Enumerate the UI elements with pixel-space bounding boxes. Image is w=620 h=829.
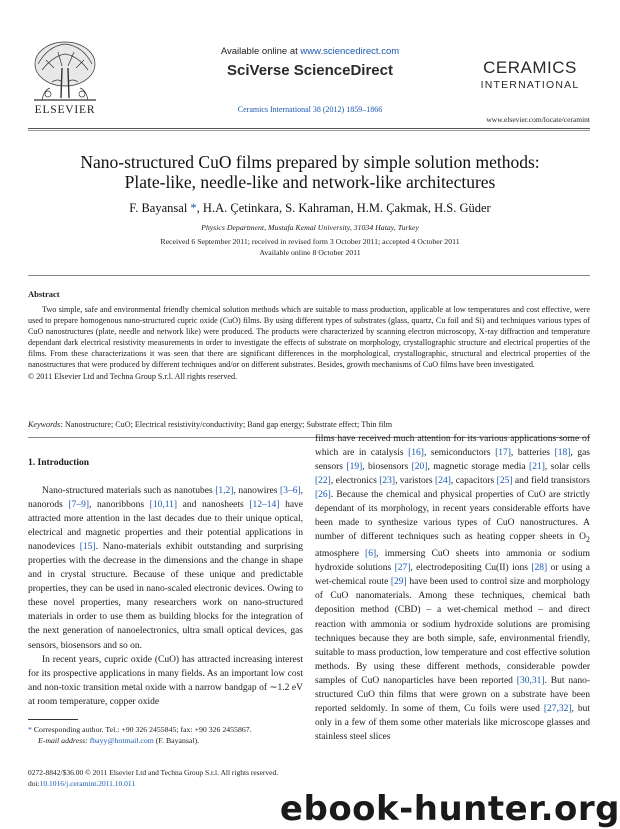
journal-reference-link[interactable]: Ceramics International 38 (2012) 1859–1866 (237, 105, 383, 114)
issn-copyright: 0272-8842/$36.00 © 2011 Elsevier Ltd and Techna Group S.r.l. All rights reserved. (28, 768, 279, 777)
corresponding-author-footnote (28, 725, 318, 734)
abstract-top-divider (28, 275, 590, 276)
doi-link[interactable]: 10.1016/j.ceramint.2011.10.011 (39, 779, 136, 788)
body-column-left (28, 484, 303, 709)
footnote-star: * (28, 725, 32, 734)
co-authors: , H.A. Çetinkara, S. Kahraman, H.M. Çakmak, H.S. Güder (196, 201, 491, 215)
first-author: F. Bayansal (129, 201, 191, 215)
abstract-heading: Abstract (28, 289, 60, 299)
title-line-1: Nano-structured CuO films prepared by simple solution methods: (80, 152, 540, 172)
email-owner: (F. Bayansal). (153, 736, 200, 745)
available-prefix: Available online at (220, 46, 301, 57)
abstract-text: Two simple, safe and environmental friendly chemical solution methods which are suitable to mass production, applicable at low temperatures and cost effective, were used to prepare homogenous nano-structured cupric oxide (CuO) films. By using different types of substrates (glass, quartz, Cu foil and Si) and techniques various types of CuO nanostructures (plate, needle and network like) were produced. The products were characterized by scanning electron microscopy, X-ray diffraction and temperature dependant dark electrical resistivity measurements in order to investigate the effects of substrate on morphology, crystallographic structure and electrical properties of the films. From these characterizations it was seen that there are significant differences in the morphological, crystallographic, structural and electrical properties of the nanostructures that were produced by different techniques and/or on different substrates. Besides, growth mechanisms of CuO films have been investigated. (28, 305, 590, 370)
email-link[interactable]: fbayy@hotmail.com (89, 736, 154, 745)
received-dates: Received 6 September 2011; received in revised form 3 October 2011; accepted 4 October 2011 (160, 237, 460, 246)
intro-paragraph-2: In recent years, cupric oxide (CuO) has attracted increasing interest for its prospective applications in many fields. As an important low cost and non-toxic transition metal oxide with a narrow bandgap of ∼1.2 eV at room temperature, copper oxide (28, 654, 303, 707)
available-online-line (160, 46, 460, 57)
platform-name: SciVerse ScienceDirect (227, 62, 393, 79)
affiliation: Physics Department, Mustafa Kemal University, 31034 Hatay, Turkey (201, 223, 419, 232)
keywords-label: Keywords: (28, 420, 63, 429)
abstract-body (28, 304, 590, 382)
body-column-right (315, 432, 590, 744)
intro-paragraph-1: Nano-structured materials such as nanotubes [1,2], nanowires [3–6], nanorods [7–9], nanoribbons [10,11] and nanosheets [12–14] have attracted more attention in the last decades due to their unique optical, electrical and magnetic properties and their potential applications in nanodevices [15]. Nano-materials exhibit outstanding and surprising properties with the decrease in the dimensions and the change in shape and in crystal structure. Because of these unique and predictable properties, they can be used in nano-scaled electronic devices. Owing to these novel properties, many researchers work on nano-structured materials in order to use them as building blocks for the integration of the next generation of nanoelectronics, ultra small optical devices, gas sensors, biosensors and so on. (28, 486, 304, 651)
author-list (40, 201, 580, 216)
journal-logo-line2: INTERNATIONAL (480, 79, 580, 91)
journal-url[interactable]: www.elsevier.com/locate/ceramint (486, 115, 590, 124)
watermark-text: ebook-hunter.org (279, 789, 620, 829)
doi-line (28, 779, 428, 788)
corresponding-author-mark[interactable]: * (190, 201, 197, 215)
footnote-contact: Corresponding author. Tel.: +90 326 2455845; fax: +90 326 2455867. (31, 725, 252, 734)
article-title (40, 152, 580, 192)
elsevier-tree-logo (28, 38, 102, 110)
section-heading: 1. Introduction (28, 458, 90, 468)
keywords-line (28, 420, 590, 429)
intro-paragraph-2-cont: films have received much attention for its various applications some of which are in catalysis [16], semiconductors [17], batteries [18], gas sensors [19], biosensors [20], magnetic storage media [21], solar cells [22], electronics [23], varistors [24], capacitors [25] and field transistors [26]. Because the chemical and physical properties of CuO are strictly dependant of its morphology, in recent years considerable efforts have been made to synthesize various types of CuO nanostructures. A number of different techniques such as heating copper sheets in $O_2$ atmosphere [6], immersing CuO sheets into ammonia or sodium hydroxide solutions [27], electrodepositing Cu(II) ions [28] or using a wet-chemical route [29] have been used to control size and morphology of CuO nanomaterials. Among these techniques, chemical bath deposition method (CBD) – a wet-chemical method – and direct reaction with ammonia or sodium hydroxide solutions are promising techniques because they are both simple, safe, environmental friendly, suitable to mass production, low temperature and cost effective solution methods. By using these different methods, considerable powder samples of CuO nanoparticles have been reported [30,31]. But nano-structured CuO thin films that were grown on a substrate have been reported seldomly. In some of them, Cu foils were used [27,32], but only in a few of them some other materials like microscope glasses and stainless steel slices (315, 434, 591, 742)
journal-logo-line1: CERAMICS (483, 58, 577, 77)
doi-label: doi: (28, 779, 40, 788)
footnote-divider (28, 719, 78, 720)
online-date: Available online 8 October 2011 (259, 248, 361, 257)
title-line-2: Plate-like, needle-like and network-like architectures (124, 172, 496, 192)
keywords-list: Nanostructure; CuO; Electrical resistivity/conductivity; Band gap energy; Substrate effect; Thin film (62, 420, 393, 429)
publisher-name: ELSEVIER (34, 104, 96, 116)
abstract-copyright: © 2011 Elsevier Ltd and Techna Group S.r.l. All rights reserved. (28, 371, 238, 381)
sciencedirect-link[interactable]: www.sciencedirect.com (300, 46, 400, 57)
header-divider-thin (28, 130, 590, 131)
header-divider (28, 128, 590, 129)
email-label: E-mail address: (38, 736, 90, 745)
email-footnote (38, 736, 328, 745)
